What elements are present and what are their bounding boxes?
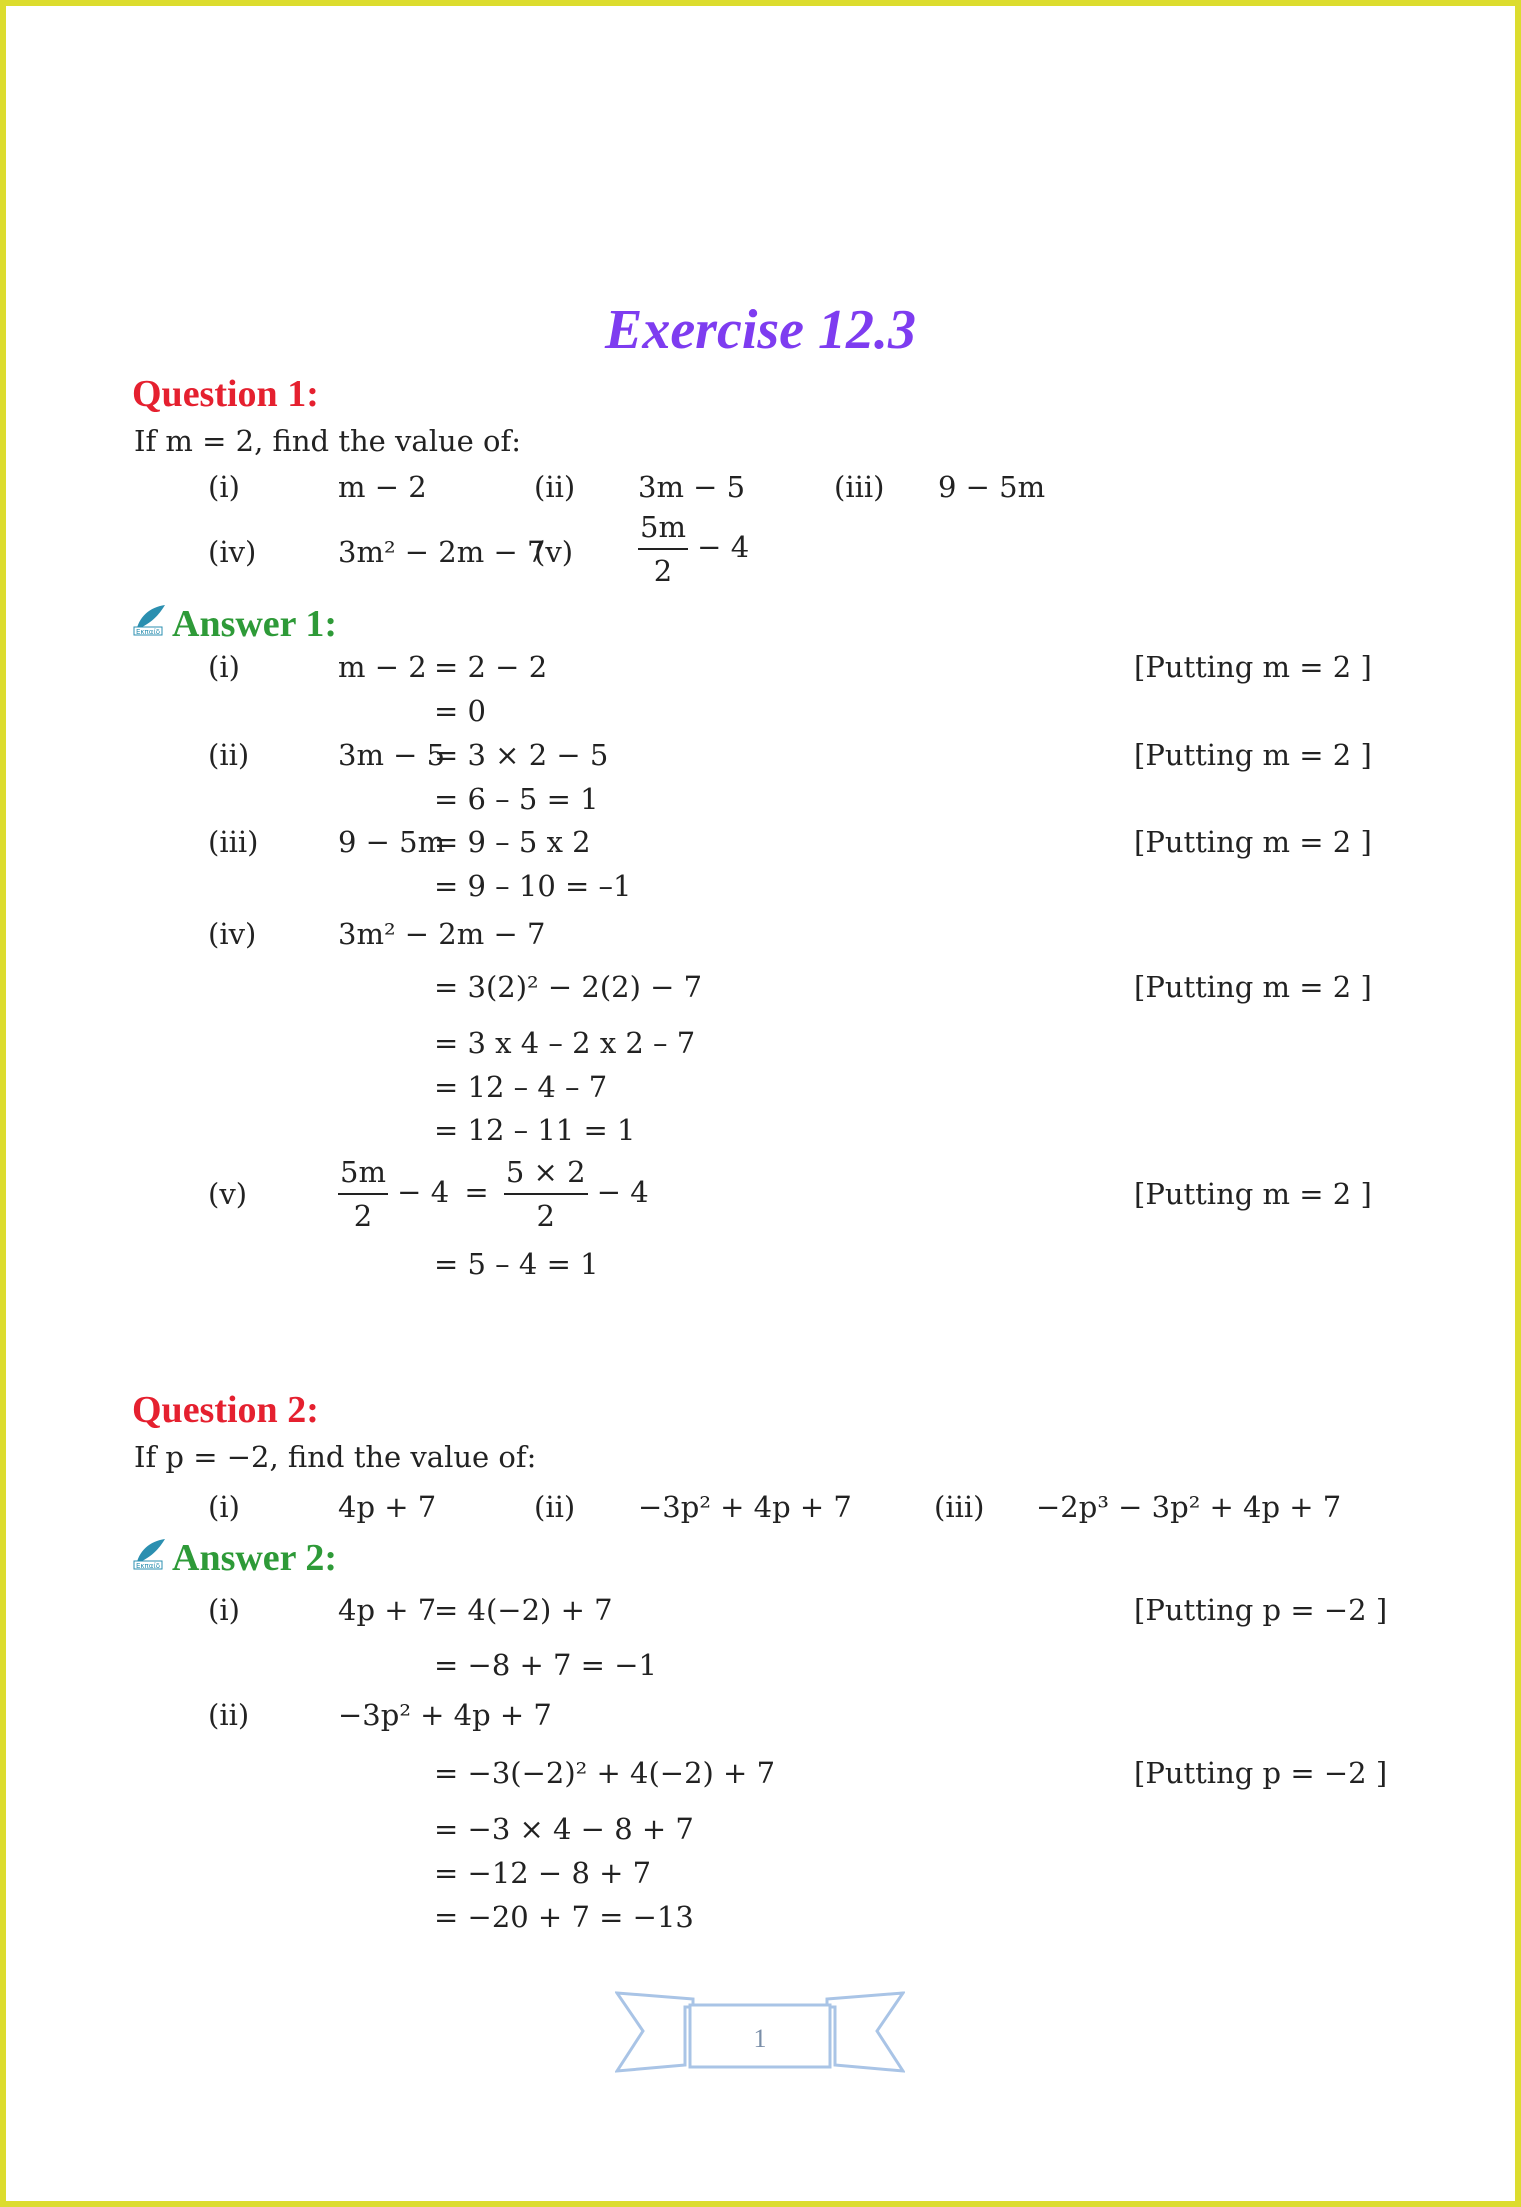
question-2-heading: Question 2:: [132, 1389, 319, 1431]
q1-item-expr: m − 2: [338, 470, 427, 504]
q1-item-label: (iii): [834, 470, 885, 504]
question-2-prompt: If p = −2, find the value of:: [134, 1440, 537, 1474]
question-1-prompt: If m = 2, find the value of:: [134, 424, 522, 458]
a1-iii-putting-note: [Putting m = 2 ]: [1134, 825, 1372, 859]
a1-iv-label: (iv): [208, 917, 257, 951]
a1-i-line1: = 2 − 2: [434, 650, 548, 684]
a1-v-line2: = 5 – 4 = 1: [434, 1247, 599, 1281]
a2-ii-line1: = −3(−2)² + 4(−2) + 7: [434, 1756, 776, 1790]
q2-item-label: (iii): [934, 1490, 985, 1524]
a2-i-line2: = −8 + 7 = −1: [434, 1648, 657, 1682]
answer-pen-icon: [132, 603, 168, 637]
a1-ii-lhs: 3m − 5: [338, 738, 446, 772]
a1-iv-putting-note: [Putting m = 2 ]: [1134, 970, 1372, 1004]
q1-item-expr: 9 − 5m: [938, 470, 1046, 504]
a2-ii-line4: = −20 + 7 = −13: [434, 1900, 694, 1934]
a1-iv-line3: = 12 – 4 – 7: [434, 1070, 608, 1104]
a1-iv-line4: = 12 – 11 = 1: [434, 1113, 636, 1147]
question-1-heading: Question 1:: [132, 373, 319, 415]
page-number: 1: [753, 2024, 767, 2053]
a1-i-line2: = 0: [434, 694, 486, 728]
q1-item-label: (i): [208, 470, 240, 504]
a1-iv-line1: = 3(2)² − 2(2) − 7: [434, 970, 703, 1004]
a2-i-putting-note: [Putting p = −2 ]: [1134, 1593, 1388, 1627]
fraction-denominator: 2: [353, 1199, 373, 1233]
a1-iii-line2: = 9 – 10 = –1: [434, 869, 632, 903]
a1-iv-line2: = 3 x 4 – 2 x 2 – 7: [434, 1026, 696, 1060]
a1-v-expression: [338, 1155, 649, 1233]
svg-text:Εκπαίδ: Εκπαίδ: [136, 1562, 161, 1570]
a1-i-putting-note: [Putting m = 2 ]: [1134, 650, 1372, 684]
q2-item-expr: 4p + 7: [338, 1490, 437, 1524]
q1-item-expr: 3m − 5: [638, 470, 746, 504]
a1-iii-label: (iii): [208, 825, 259, 859]
a1-ii-line1: = 3 × 2 − 5: [434, 738, 609, 772]
a1-iv-lhs: 3m² − 2m − 7: [338, 917, 546, 951]
page-number-badge: [615, 1985, 905, 2075]
a1-ii-label: (ii): [208, 738, 250, 772]
a1-i-lhs: m − 2: [338, 650, 427, 684]
q2-item-expr: −3p² + 4p + 7: [638, 1490, 852, 1524]
fraction-numerator: 5m: [638, 510, 688, 550]
a2-ii-line2: = −3 × 4 − 8 + 7: [434, 1812, 694, 1846]
a2-ii-label: (ii): [208, 1698, 250, 1732]
q1-item-fraction-expr: [638, 510, 749, 588]
q1-item-label: (v): [534, 535, 574, 569]
fraction-rest: − 4: [697, 530, 750, 564]
q2-item-label: (i): [208, 1490, 240, 1524]
a1-iii-line1: = 9 – 5 x 2: [434, 825, 591, 859]
a1-ii-line2: = 6 – 5 = 1: [434, 782, 599, 816]
a1-v-putting-note: [Putting m = 2 ]: [1134, 1177, 1372, 1211]
fraction-numerator: 5 × 2: [504, 1155, 588, 1195]
a2-ii-putting-note: [Putting p = −2 ]: [1134, 1756, 1388, 1790]
a1-ii-putting-note: [Putting m = 2 ]: [1134, 738, 1372, 772]
equals-sign: =: [464, 1175, 489, 1209]
page-title: Exercise 12.3: [604, 299, 917, 361]
fraction-denominator: 2: [653, 554, 673, 588]
answer-1-heading: Answer 1:: [172, 603, 338, 645]
fraction-rest: − 4: [397, 1175, 450, 1209]
answer-2-heading: Answer 2:: [172, 1537, 338, 1579]
a2-i-label: (i): [208, 1593, 240, 1627]
a2-ii-lhs: −3p² + 4p + 7: [338, 1698, 552, 1732]
a2-ii-line3: = −12 − 8 + 7: [434, 1856, 652, 1890]
q2-item-expr: −2p³ − 3p² + 4p + 7: [1036, 1490, 1342, 1524]
q1-item-expr: 3m² − 2m − 7: [338, 535, 546, 569]
a1-iii-lhs: 9 − 5m: [338, 825, 446, 859]
fraction-numerator: 5m: [338, 1155, 388, 1195]
fraction-rest: − 4: [596, 1175, 649, 1209]
q2-item-label: (ii): [534, 1490, 576, 1524]
a1-i-label: (i): [208, 650, 240, 684]
fraction-denominator: 2: [536, 1199, 555, 1233]
a1-v-label: (v): [208, 1177, 248, 1211]
q1-item-label: (ii): [534, 470, 576, 504]
answer-pen-icon: [132, 1537, 168, 1571]
svg-text:Εκπαίδ: Εκπαίδ: [136, 628, 161, 636]
a2-i-line1: = 4(−2) + 7: [434, 1593, 613, 1627]
q1-item-label: (iv): [208, 535, 257, 569]
a2-i-lhs: 4p + 7: [338, 1593, 437, 1627]
